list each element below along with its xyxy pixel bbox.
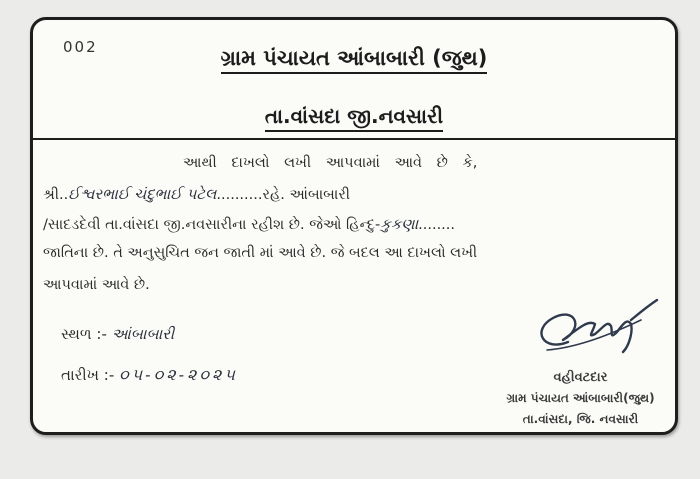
- date-row: [61, 365, 238, 385]
- certificate-card: [30, 17, 678, 435]
- stamp-title: વહીવટદાર: [553, 370, 608, 385]
- date-value: ૦૫-૦૨-૨૦૨૫: [119, 365, 238, 384]
- handwritten-caste: કુકણા: [380, 215, 419, 233]
- line3-prefix: /સાદડદેવી તા.વાંસદા જી.નવસારીના રહીશ છે. જેઓ હિન્દુ-: [43, 217, 381, 233]
- date-label: તારીખ :-: [61, 366, 115, 384]
- signature-icon: [523, 290, 663, 360]
- subtitle-text: તા.વાંસદા જી.નવસારી: [265, 104, 443, 132]
- stamp-location: તા.વાંસદા, જિ. નવસારી: [522, 412, 639, 426]
- stamp-office: ગ્રામ પંચાયત આંબાબારી(જુથ): [506, 391, 655, 405]
- serial-number: 002: [63, 38, 98, 56]
- body-line-2: [43, 185, 653, 203]
- place-label: સ્થળ :-: [61, 325, 107, 343]
- line3-suffix: ........: [418, 217, 456, 233]
- title-text: ગ્રામ પંચાયત આંબાબારી (જુથ): [221, 46, 488, 74]
- place-value: આંબાબારી: [111, 325, 175, 343]
- official-stamp: [488, 370, 673, 427]
- place-row: [61, 325, 174, 343]
- line2-prefix: શ્રી..: [43, 187, 69, 203]
- certificate-title: [33, 46, 675, 71]
- handwritten-name: ઈશ્વરભાઈ ચંદુભાઈ પટેલ: [68, 185, 217, 203]
- header-divider: [33, 138, 675, 140]
- line2-suffix: ..........રહે. આંબાબારી: [216, 187, 350, 203]
- body-line-4: જાતિના છે. તે અનુસુચિત જન જાતી માં આવે છે. જે બદલ આ દાખલો લખી: [43, 245, 478, 261]
- certificate-subtitle: [33, 104, 675, 128]
- body-line-5: આપવામાં આવે છે.: [43, 277, 150, 293]
- body-line-1: આથી દાખલો લખી આપવામાં આવે છે કે,: [183, 155, 478, 171]
- body-line-3: [43, 215, 653, 233]
